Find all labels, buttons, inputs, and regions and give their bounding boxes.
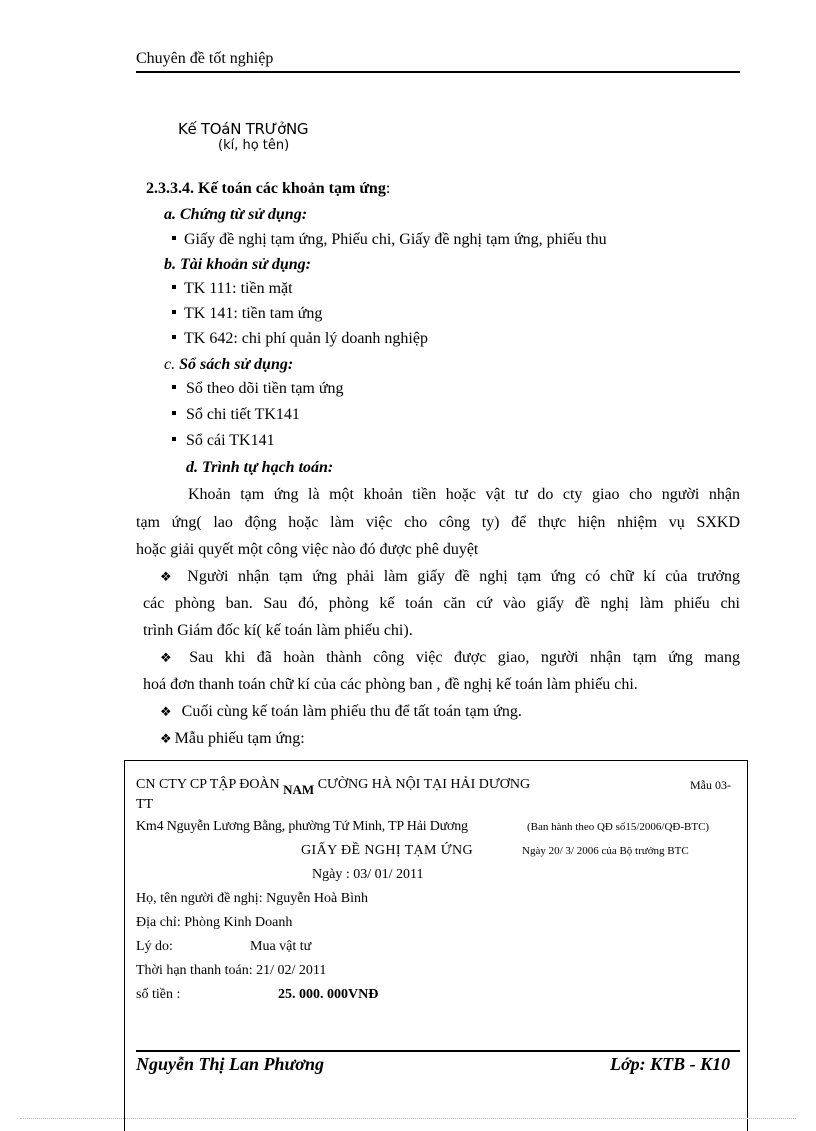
form-company-name: CN CTY CP TẬP ĐOÀN NAM CƯỜNG HÀ NỘI TẠI HẢI DƯƠNG: [136, 777, 531, 797]
list-item: Sổ theo dõi tiền tạm ứng: [172, 380, 344, 398]
diamond-bullet-icon: ❖: [160, 651, 180, 666]
advance-request-form: [124, 760, 748, 1131]
subsection-a-label: a. Chứng từ sử dụng:: [164, 206, 308, 223]
form-reason-label: Lý do:: [136, 939, 173, 954]
diamond-bullet-line: các phòng ban. Sau đó, phòng kế toán căn cứ vào giấy đề nghị làm phiếu chi: [143, 595, 740, 612]
square-bullet-icon: [172, 335, 176, 339]
footer-author: Nguyễn Thị Lan Phương: [136, 1054, 324, 1074]
paragraph-line: Khoản tạm ứng là một khoản tiền hoặc vật tư do cty giao cho người nhận: [188, 486, 740, 503]
list-item: TK 642: chi phí quản lý doanh nghiệp: [172, 330, 428, 348]
form-template-code-cont: TT: [136, 797, 154, 812]
diamond-bullet-line: trình Giám đốc kí( kế toán làm phiếu chi).: [143, 622, 413, 639]
paragraph-line: tạm ứng( lao động hoặc làm việc cho công ty) để thực hiện nhiệm vụ SXKD: [136, 514, 740, 531]
square-bullet-icon: [172, 310, 176, 314]
list-item: Sổ cái TK141: [172, 432, 275, 450]
form-address-row: Địa chỉ: Phòng Kinh Doanh: [136, 915, 293, 930]
section-heading: 2.3.3.4. Kế toán các khoản tạm ứng:: [146, 180, 391, 197]
list-item: Sổ chi tiết TK141: [172, 406, 300, 424]
subsection-c-label: c. Sổ sách sử dụng:: [164, 356, 294, 373]
page-header-title: Chuyên đề tốt nghiệp: [136, 50, 274, 67]
signature-note: (kí, họ tên): [218, 138, 290, 153]
diamond-bullet-line: ❖ Sau khi đã hoàn thành công việc được giao, người nhận tạm ứng mang: [160, 649, 741, 666]
subsection-d-label: d. Trình tự hạch toán:: [186, 459, 334, 476]
header-divider: [136, 71, 740, 73]
form-date: Ngày : 03/ 01/ 2011: [312, 867, 424, 882]
diamond-bullet-line: ❖ Cuối cùng kế toán làm phiếu thu để tất toán tạm ứng.: [160, 703, 522, 720]
form-address: Km4 Nguyễn Lương Bằng, phường Tứ Minh, TP Hải Dương: [136, 819, 468, 834]
diamond-bullet-line: ❖ Mẫu phiếu tạm ứng:: [160, 730, 305, 747]
diamond-bullet-icon: ❖: [160, 570, 178, 585]
list-item: Giấy đề nghị tạm ứng, Phiếu chi, Giấy đề nghị tạm ứng, phiếu thu: [172, 231, 607, 249]
square-bullet-icon: [172, 411, 176, 415]
list-item: TK 141: tiền tam ứng: [172, 305, 322, 323]
page-bottom-dotted-line: [20, 1118, 796, 1119]
footer-class: Lớp: KTB - K10: [610, 1054, 731, 1074]
form-reason-value: Mua vật tư: [250, 939, 312, 954]
footer-divider: [136, 1050, 740, 1052]
square-bullet-icon: [172, 236, 176, 240]
form-decision-date: Ngày 20/ 3/ 2006 của Bộ trưởng BTC: [522, 845, 689, 857]
form-decision: (Ban hành theo QĐ số15/2006/QĐ-BTC): [527, 821, 710, 833]
diamond-bullet-line: hoá đơn thanh toán chữ kí của các phòng ban , đề nghị kế toán làm phiếu chi.: [143, 676, 638, 693]
list-item: TK 111: tiền mặt: [172, 280, 293, 298]
diamond-bullet-icon: ❖: [160, 705, 172, 720]
square-bullet-icon: [172, 285, 176, 289]
form-requester-row: Họ, tên người đề nghị: Nguyễn Hoà Bình: [136, 891, 368, 906]
form-amount-label: số tiền :: [136, 987, 181, 1002]
form-document-title: GIẤY ĐỀ NGHỊ TẠM ỨNG: [301, 843, 474, 858]
form-template-code: Mẫu 03-: [690, 778, 731, 792]
form-deadline-row: Thời hạn thanh toán: 21/ 02/ 2011: [136, 963, 327, 978]
diamond-bullet-line: ❖ Người nhận tạm ứng phải làm giấy đề nghị tạm ứng có chữ kí của trưởng: [160, 568, 741, 585]
chief-accountant-title: Kế TOáN TRƯởNG: [178, 120, 309, 138]
form-amount-value: 25. 000. 000VNĐ: [278, 987, 379, 1002]
square-bullet-icon: [172, 437, 176, 441]
paragraph-line: hoặc giải quyết một công việc nào đó được phê duyệt: [136, 541, 479, 558]
subsection-b-label: b. Tài khoản sử dụng:: [164, 256, 311, 273]
square-bullet-icon: [172, 385, 176, 389]
diamond-bullet-icon: ❖: [160, 732, 172, 747]
